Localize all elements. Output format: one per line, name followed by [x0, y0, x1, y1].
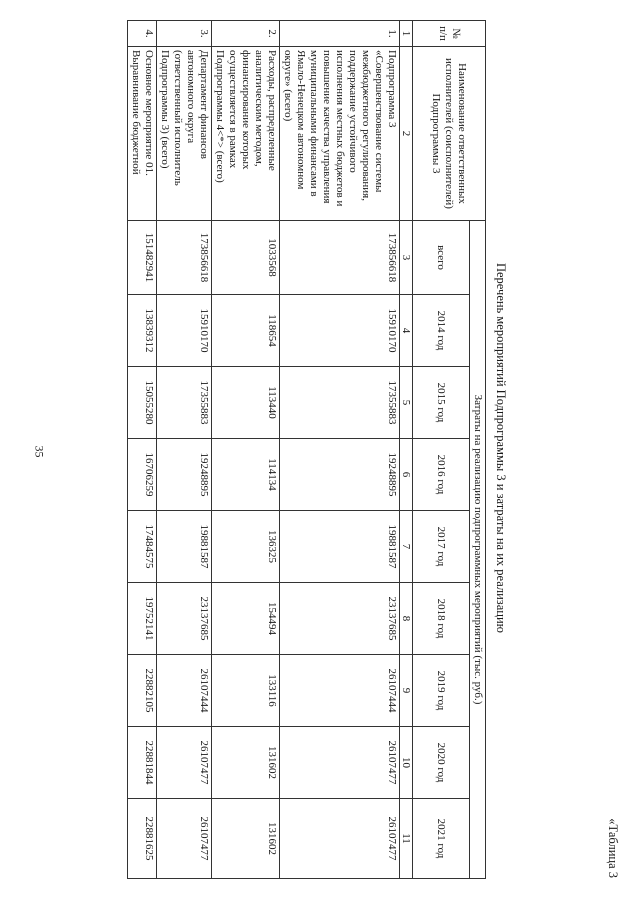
row-number: 2.	[212, 21, 280, 47]
row-value: 17355883	[280, 367, 400, 439]
row-value: 13839312	[128, 295, 157, 367]
row-value: 15910170	[280, 295, 400, 367]
table-row	[212, 21, 280, 879]
row-value: 113440	[212, 367, 280, 439]
row-value: 114134	[212, 439, 280, 511]
rotated-content	[14, 8, 624, 888]
row-value: 136325	[212, 511, 280, 583]
column-number: 2	[400, 47, 413, 221]
row-value: 131602	[212, 799, 280, 879]
column-numbers-row	[400, 21, 413, 879]
table-row	[128, 21, 157, 879]
row-value: 26107477	[280, 727, 400, 799]
row-value: 15055280	[128, 367, 157, 439]
column-number: 4	[400, 295, 413, 367]
column-number: 5	[400, 367, 413, 439]
row-value: 133116	[212, 655, 280, 727]
table-row	[157, 21, 212, 879]
row-value: 22882105	[128, 655, 157, 727]
table-title: Перечень мероприятий Подпрограммы 3 и затраты на их реализацию	[494, 262, 508, 634]
row-total: 173856618	[157, 221, 212, 295]
row-value: 131602	[212, 727, 280, 799]
header-year: 2021 год	[413, 799, 470, 879]
header-year: 2019 год	[413, 655, 470, 727]
table-row	[280, 21, 400, 879]
header-year: 2014 год	[413, 295, 470, 367]
row-value: 22881625	[128, 799, 157, 879]
header-year: 2016 год	[413, 439, 470, 511]
header-year: 2015 год	[413, 367, 470, 439]
row-value: 23137685	[157, 583, 212, 655]
header-no: № п/п	[413, 21, 486, 47]
row-name: Подпрограмма 3 «Совершенствование системы межбюджетного регулирования, поддержание устойчивого исполнения местных бюджетов и повышение качества управления муниципальными финансами в Ямало-Ненецком автономном округе» (всего)	[280, 47, 400, 221]
column-number: 3	[400, 221, 413, 295]
row-value: 154494	[212, 583, 280, 655]
row-value: 19881587	[157, 511, 212, 583]
row-name: Департамент финансов автономного округа (ответственный исполнитель Подпрограммы 3) (всего)	[157, 47, 212, 221]
row-value: 19881587	[280, 511, 400, 583]
page-number: 35	[32, 445, 47, 458]
row-number: 1.	[280, 21, 400, 47]
column-number: 11	[400, 799, 413, 879]
column-number: 1	[400, 21, 413, 47]
row-value: 22881844	[128, 727, 157, 799]
header-name: Наименование ответственных исполнителей (соисполнителей) Подпрограммы 3	[413, 47, 486, 221]
header-row-1	[470, 21, 486, 879]
row-value: 26107444	[157, 655, 212, 727]
row-number: 3.	[157, 21, 212, 47]
expenses-table	[127, 20, 486, 879]
column-number: 8	[400, 583, 413, 655]
row-name: Основное мероприятие 01. Выравнивание бюджетной	[128, 47, 157, 221]
row-value: 26107477	[157, 727, 212, 799]
column-number: 9	[400, 655, 413, 727]
row-number: 4.	[128, 21, 157, 47]
column-number: 7	[400, 511, 413, 583]
row-value: 118654	[212, 295, 280, 367]
row-value: 26107477	[280, 799, 400, 879]
header-year: 2018 год	[413, 583, 470, 655]
row-total: 151482941	[128, 221, 157, 295]
header-total: всего	[413, 221, 470, 295]
row-value: 26107477	[157, 799, 212, 879]
row-total: 1033568	[212, 221, 280, 295]
table-label: «Таблица 3	[606, 818, 620, 878]
row-name: Расходы, распределенные аналитическим методом, финансирование которых осуществляется в рамках Подпрограммы 4<*> (всего)	[212, 47, 280, 221]
header-year: 2017 год	[413, 511, 470, 583]
row-value: 16706259	[128, 439, 157, 511]
row-value: 17355883	[157, 367, 212, 439]
column-number: 10	[400, 727, 413, 799]
row-value: 19248895	[157, 439, 212, 511]
row-total: 173856618	[280, 221, 400, 295]
column-number: 6	[400, 439, 413, 511]
row-value: 19248895	[280, 439, 400, 511]
header-group: Затраты на реализацию подпрограммных мероприятий (тыс. руб.)	[470, 221, 486, 879]
row-value: 26107444	[280, 655, 400, 727]
header-year: 2020 год	[413, 727, 470, 799]
row-value: 17484575	[128, 511, 157, 583]
row-value: 15910170	[157, 295, 212, 367]
row-value: 19752141	[128, 583, 157, 655]
row-value: 23137685	[280, 583, 400, 655]
